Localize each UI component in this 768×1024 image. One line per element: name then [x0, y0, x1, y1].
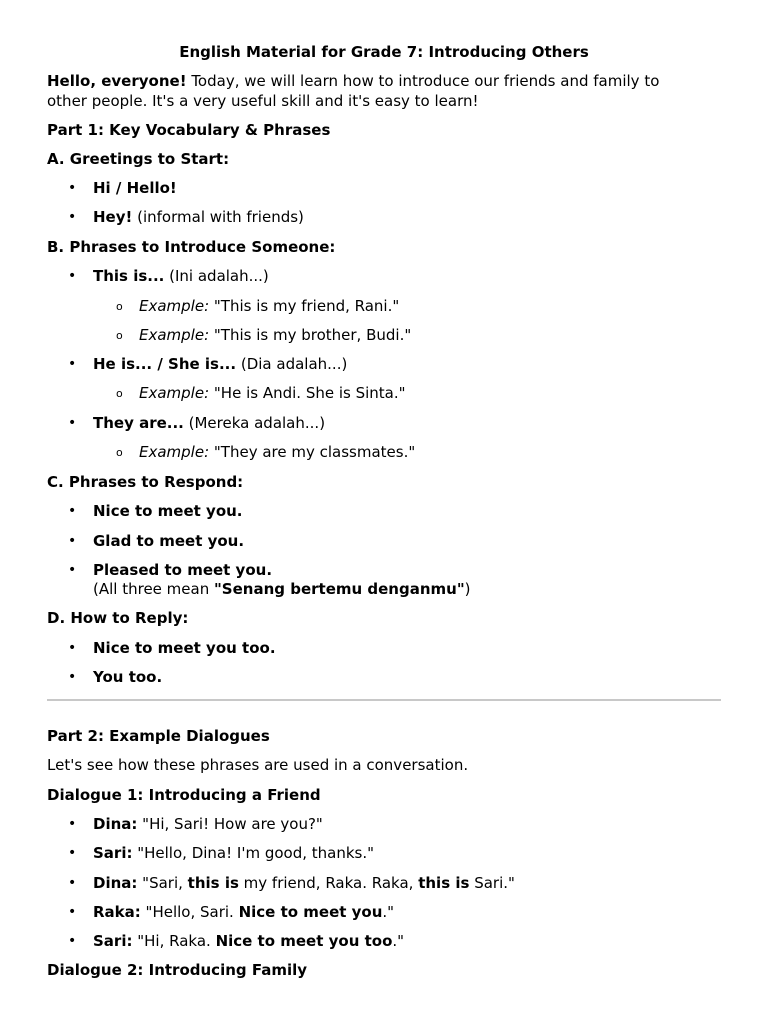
example-text: "This is my brother, Budi.": [209, 326, 412, 344]
speaker-name: Sari:: [93, 844, 133, 862]
dialogue-bold: Nice to meet you too: [215, 932, 393, 950]
item-text: (Dia adalah...): [236, 355, 348, 373]
dialogue-bold: this is: [187, 874, 239, 892]
dialogue-text: "Hi, Sari! How are you?": [137, 815, 323, 833]
dialogue-bold: this is: [418, 874, 470, 892]
note-text: ): [464, 580, 471, 598]
item-bold: Hi / Hello!: [93, 179, 177, 197]
dialogue-text: .": [382, 903, 395, 921]
list-item: You too.: [93, 668, 163, 686]
list-item: [93, 179, 177, 198]
bullet-icon: •: [68, 640, 77, 656]
bullet-icon: •: [68, 845, 77, 861]
part2-heading: Part 2: Example Dialogues: [47, 727, 270, 745]
dialogue-line: [93, 903, 394, 922]
sub-bullet-icon: o: [116, 387, 123, 400]
item-bold: This is...: [93, 267, 165, 285]
bullet-icon: •: [68, 933, 77, 949]
bullet-icon: •: [68, 562, 77, 578]
section-a-heading: A. Greetings to Start:: [47, 150, 230, 168]
dialogue-text: my friend, Raka. Raka,: [238, 874, 419, 892]
bullet-icon: •: [68, 533, 77, 549]
item-text: (Mereka adalah...): [183, 414, 326, 432]
bullet-icon: •: [68, 268, 77, 284]
example-label: Example:: [139, 297, 210, 315]
item-bold: Hey!: [93, 208, 133, 226]
dialogue-line: [93, 815, 323, 834]
section-b-heading: B. Phrases to Introduce Someone:: [47, 238, 336, 256]
example-item: [139, 384, 406, 403]
note-text: (All three mean: [93, 580, 214, 598]
item-text: (informal with friends): [132, 208, 304, 226]
intro-text-1: Today, we will learn how to introduce our friends and family to: [186, 72, 660, 90]
part1-heading: Part 1: Key Vocabulary & Phrases: [47, 121, 331, 139]
section-d-heading: D. How to Reply:: [47, 609, 189, 627]
item-text: (Ini adalah...): [164, 267, 269, 285]
bullet-icon: •: [68, 904, 77, 920]
note-bold: "Senang bertemu denganmu": [213, 580, 465, 598]
item-bold: They are...: [93, 414, 184, 432]
bullet-icon: •: [68, 875, 77, 891]
example-text: "This is my friend, Rani.": [209, 297, 400, 315]
bullet-icon: •: [68, 816, 77, 832]
dialogue-text: Sari.": [469, 874, 515, 892]
dialogue-line: [93, 932, 404, 951]
example-text: "They are my classmates.": [209, 443, 416, 461]
dialogue-text: "Hello, Sari.: [140, 903, 239, 921]
dialogue-text: .": [392, 932, 405, 950]
page-title: English Material for Grade 7: Introducing Others: [179, 43, 589, 61]
dialogue1-heading: Dialogue 1: Introducing a Friend: [47, 786, 321, 804]
example-item: [139, 326, 411, 345]
intro-greeting: Hello, everyone!: [47, 72, 187, 90]
bullet-icon: •: [68, 503, 77, 519]
dialogue2-heading: Dialogue 2: Introducing Family: [47, 961, 308, 979]
sub-bullet-icon: o: [116, 446, 123, 459]
item-bold: He is... / She is...: [93, 355, 237, 373]
dialogue-text: "Sari,: [137, 874, 188, 892]
example-item: [139, 297, 399, 316]
intro-line-2: other people. It's a very useful skill and it's easy to learn!: [47, 92, 479, 110]
speaker-name: Dina:: [93, 815, 138, 833]
bullet-icon: •: [68, 356, 77, 372]
example-label: Example:: [139, 443, 210, 461]
list-item: Glad to meet you.: [93, 532, 245, 550]
bullet-icon: •: [68, 669, 77, 685]
dialogue-text: "Hello, Dina! I'm good, thanks.": [132, 844, 375, 862]
sub-bullet-icon: o: [116, 300, 123, 313]
list-item: [93, 208, 304, 227]
example-label: Example:: [139, 326, 210, 344]
dialogue-line: [93, 874, 515, 893]
part2-intro: Let's see how these phrases are used in a conversation.: [47, 756, 469, 774]
translation-note: [93, 580, 471, 599]
section-c-heading: C. Phrases to Respond:: [47, 473, 244, 491]
list-item: Nice to meet you too.: [93, 639, 276, 657]
list-item: [93, 414, 325, 433]
dialogue-line: [93, 844, 374, 863]
example-item: [139, 443, 415, 462]
intro-line-1: [47, 72, 659, 91]
list-item: [93, 355, 347, 374]
horizontal-divider: [47, 699, 721, 701]
bullet-icon: •: [68, 415, 77, 431]
bullet-icon: •: [68, 180, 77, 196]
bullet-icon: •: [68, 209, 77, 225]
speaker-name: Dina:: [93, 874, 138, 892]
speaker-name: Raka:: [93, 903, 141, 921]
example-label: Example:: [139, 384, 210, 402]
list-item: Pleased to meet you.: [93, 561, 273, 579]
dialogue-text: "Hi, Raka.: [132, 932, 216, 950]
speaker-name: Sari:: [93, 932, 133, 950]
list-item: [93, 267, 269, 286]
list-item: Nice to meet you.: [93, 502, 243, 520]
dialogue-bold: Nice to meet you: [238, 903, 383, 921]
sub-bullet-icon: o: [116, 329, 123, 342]
example-text: "He is Andi. She is Sinta.": [209, 384, 406, 402]
